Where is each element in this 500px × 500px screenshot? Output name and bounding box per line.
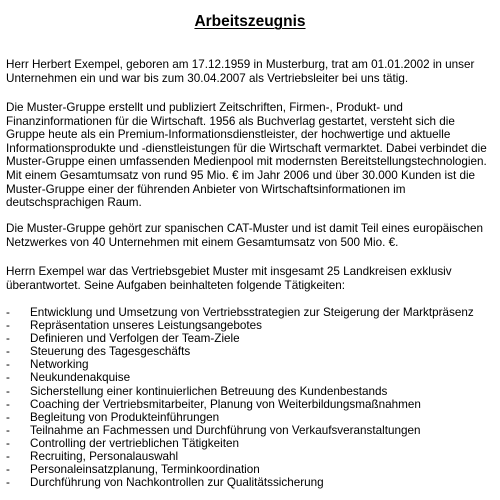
bullet-dash: -	[6, 476, 10, 490]
paragraph-line: Gruppe heute als ein Premium-Informationsdienstleister, der hochwertige und aktuelle	[6, 128, 451, 142]
company-paragraph	[6, 101, 498, 210]
paragraph-line: Die Muster-Gruppe erstellt und publiziert Zeitschriften, Firmen-, Produkt- und	[6, 101, 403, 114]
task-item	[6, 463, 498, 476]
bullet-dash: -	[6, 463, 10, 477]
task-item	[6, 345, 498, 358]
task-text: Controlling der vertrieblichen Tätigkeiten	[30, 436, 239, 450]
bullet-dash: -	[6, 450, 10, 464]
paragraph-line: deutschsprachigen Raum.	[6, 196, 142, 210]
task-text: Steuerung des Tagesgeschäfts	[30, 345, 191, 359]
task-item	[6, 332, 498, 345]
group-paragraph	[6, 222, 498, 249]
task-text: Coaching der Vertriebsmitarbeiter, Planung von Weiterbildungsmaßnahmen	[30, 397, 421, 411]
bullet-dash: -	[6, 332, 10, 346]
paragraph-line: Herr Herbert Exempel, geboren am 17.12.1959 in Musterburg, trat am 01.01.2002 in unser	[6, 58, 475, 71]
task-text: Begleitung von Produkteinführungen	[30, 410, 220, 424]
task-item	[6, 358, 498, 371]
bullet-dash: -	[6, 319, 10, 333]
task-text: Recruiting, Personalauswahl	[30, 450, 179, 464]
paragraph-line: überantwortet. Seine Aufgaben beinhalteten folgende Tätigkeiten:	[6, 278, 345, 292]
paragraph-line: Informationsprodukte und -dienstleistungen für die Wirtschaft vermarktet. Dabei verbindet die	[6, 141, 487, 155]
task-item	[6, 385, 498, 398]
bullet-dash: -	[6, 423, 10, 437]
task-text: Entwicklung und Umsetzung von Vertriebsstrategien zur Steigerung der Marktpräsenz	[30, 306, 474, 319]
bullet-dash: -	[6, 410, 10, 424]
bullet-dash: -	[6, 345, 10, 359]
task-item	[6, 319, 498, 332]
paragraph-line: Herrn Exempel war das Vertriebsgebiet Muster mit insgesamt 25 Landkreisen exklusiv	[6, 265, 452, 278]
task-list	[6, 306, 498, 489]
task-text: Definieren und Verfolgen der Team-Ziele	[30, 332, 240, 346]
bullet-dash: -	[6, 384, 10, 398]
bullet-dash: -	[6, 371, 10, 385]
task-item	[6, 476, 498, 489]
bullet-dash: -	[6, 436, 10, 450]
task-item	[6, 371, 498, 384]
paragraph-line: Die Muster-Gruppe gehört zur spanischen CAT-Muster und ist damit Teil eines europäischen	[6, 222, 484, 235]
document-title-text: Arbeitszeugnis	[194, 13, 306, 30]
paragraph-line: Mit einem Gesamtumsatz von rund 95 Mio. € im Jahr 2006 und über 30.000 Kunden ist die	[6, 168, 476, 182]
intro-paragraph	[6, 58, 498, 85]
paragraph-line: Unternehmen ein und war bis zum 30.04.2007 als Vertriebsleiter bei uns tätig.	[6, 71, 409, 85]
paragraph-line: Muster-Gruppe einer der führenden Anbieter von Wirtschaftsinformationen im	[6, 182, 406, 196]
document-title	[0, 13, 500, 31]
task-item	[6, 437, 498, 450]
task-item	[6, 424, 498, 437]
task-text: Neukundenakquise	[30, 371, 131, 385]
paragraph-line: Muster-Gruppe einen umfassenden Medienpool mit modernsten Bereitstellungstechnologien.	[6, 155, 487, 169]
paragraph-line: Finanzinformationen für die Wirtschaft. 1956 als Buchverlag gestartet, versteht sich die	[6, 114, 455, 128]
responsibilities-paragraph	[6, 265, 498, 292]
paragraph-line: Netzwerkes von 40 Unternehmen mit einem Gesamtumsatz von 500 Mio. €.	[6, 235, 399, 249]
bullet-dash: -	[6, 306, 10, 319]
task-text: Repräsentation unseres Leistungsangebotes	[30, 319, 262, 333]
task-item	[6, 398, 498, 411]
task-item	[6, 450, 498, 463]
task-text: Networking	[30, 358, 89, 372]
task-item	[6, 411, 498, 424]
bullet-dash: -	[6, 358, 10, 372]
task-text: Teilnahme an Fachmessen und Durchführung von Verkaufsveranstaltungen	[30, 423, 421, 437]
task-text: Durchführung von Nachkontrollen zur Qualitätssicherung	[30, 476, 324, 490]
task-text: Personaleinsatzplanung, Terminkoordination	[30, 463, 260, 477]
task-item	[6, 306, 498, 319]
bullet-dash: -	[6, 397, 10, 411]
task-text: Sicherstellung einer kontinuierlichen Betreuung des Kundenbestands	[30, 384, 388, 398]
